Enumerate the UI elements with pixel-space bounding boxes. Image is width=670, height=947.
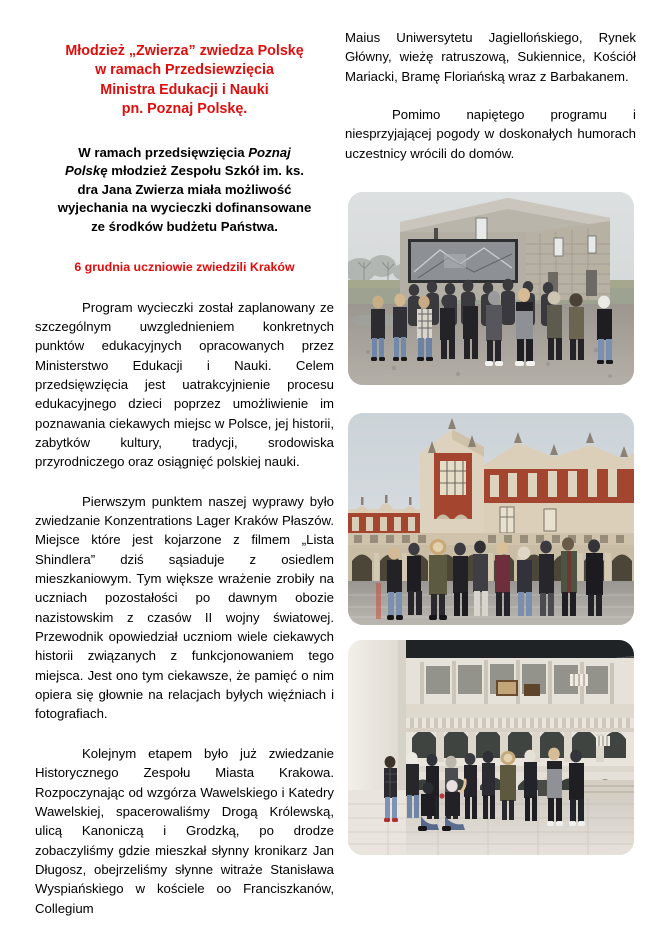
body-paragraph-continued: Maius Uniwersytetu Jagiellońskiego, Rynek Główny, wieżę ratruszową, Sukiennice, Kościół Mariacki, Bramę Floriańską wraz z Barbakanem. bbox=[345, 30, 636, 84]
subtitle-line-5: ze środków budżetu Państwa. bbox=[91, 219, 278, 234]
page-title bbox=[35, 22, 334, 120]
photo-sukiennice bbox=[348, 413, 634, 625]
title-line-2: w ramach Przedsiewzięcia bbox=[95, 62, 274, 79]
photo-plaszow bbox=[348, 192, 634, 385]
right-column bbox=[345, 28, 636, 163]
subtitle-text-pre: W ramach przedsięwzięcia bbox=[78, 144, 249, 160]
body-paragraph-2: Pierwszym punktem naszej wyprawy było zwiedzanie Konzentrations Lager Kraków Płaszów. Miejsce które jest kojarzone z filmem „Lista Shindlera” dziś sąsiaduje z osiedlem mieszkaniowym. Tym większe wrażenie zrobiły na uczniach pozostałości po dawnym obozie nazistowskim z czasów II wojny światowej. Przewodnik opowiedział uczniom wiele ciekawych historii związanych z funkcjonowaniem tego miejsca. Jest ono tym ciekawsze, że pamięć o nim opiera się głownie na relacjach byłych więźniach i fotografiach. bbox=[35, 493, 334, 722]
subtitle-italic-polske: Polskę bbox=[65, 163, 108, 179]
subtitle-text-post: młodzież Zespołu Szkół im. ks. bbox=[107, 163, 304, 179]
subtitle-block bbox=[35, 120, 334, 237]
subtitle-line-3: dra Jana Zwierza miała możliwość bbox=[77, 181, 292, 197]
date-heading: 6 grudnia uczniowie zwiedzili Kraków bbox=[74, 259, 295, 274]
body-paragraph-final: Pomimo napiętego programu i niesprzyjającej pogody w doskonałych humorach uczestnicy wrócili do domów. bbox=[345, 107, 636, 161]
subtitle-italic-poznaj: Poznaj bbox=[248, 144, 291, 160]
left-column bbox=[35, 22, 334, 918]
title-line-3: Ministra Edukacji i Nauki bbox=[100, 81, 269, 98]
photo-plaszow-image bbox=[348, 192, 634, 385]
subtitle-line-2 bbox=[37, 162, 332, 181]
subtitle-line-4: wyjechania na wycieczki dofinansowane bbox=[57, 200, 312, 216]
title-line-1: Młodzież „Zwierza” zwiedza Polskę bbox=[65, 43, 304, 59]
subtitle-line-1 bbox=[37, 144, 332, 163]
photo-wawel bbox=[348, 640, 634, 855]
body-paragraph-1: Program wycieczki został zaplanowany ze szczególnym uwzglednieniem konkretnych punktów edukacyjnych opracowanych przez Ministerstwo Edukacji i Nauki. Celem przedsięwzięcia jest uatrakcyjnienie procesu edukacyjnego dzieci poprzez umożliwienie im poznawania ciekawych miejsc w Polsce, jej historii, zabytków kultury, tradycji, srodowiska przyrodniczego oraz osiągnięć polskiej nauki. bbox=[35, 299, 334, 470]
title-line-4: pn. Poznaj Polskę. bbox=[121, 101, 248, 118]
body-paragraph-3: Kolejnym etapem było już zwiedzanie Historycznego Zespołu Miasta Krakowa. Rozpoczynając od wzgórza Wawelskiego i Katedry Wawelskiej, spacerowaliśmy Drogą Królewską, ulicą Kanoniczą i Grodzką, po drodze zobaczyliśmy gdzie mieszkał słynny kronikarz Jan Długosz, obejrzeliśmy słynne witraże Stanisława Wyspiańskiego w kościele oo Franciszkanów, Collegium bbox=[35, 745, 334, 916]
photo-sukiennice-image bbox=[348, 413, 634, 625]
photo-wawel-image bbox=[348, 640, 634, 855]
